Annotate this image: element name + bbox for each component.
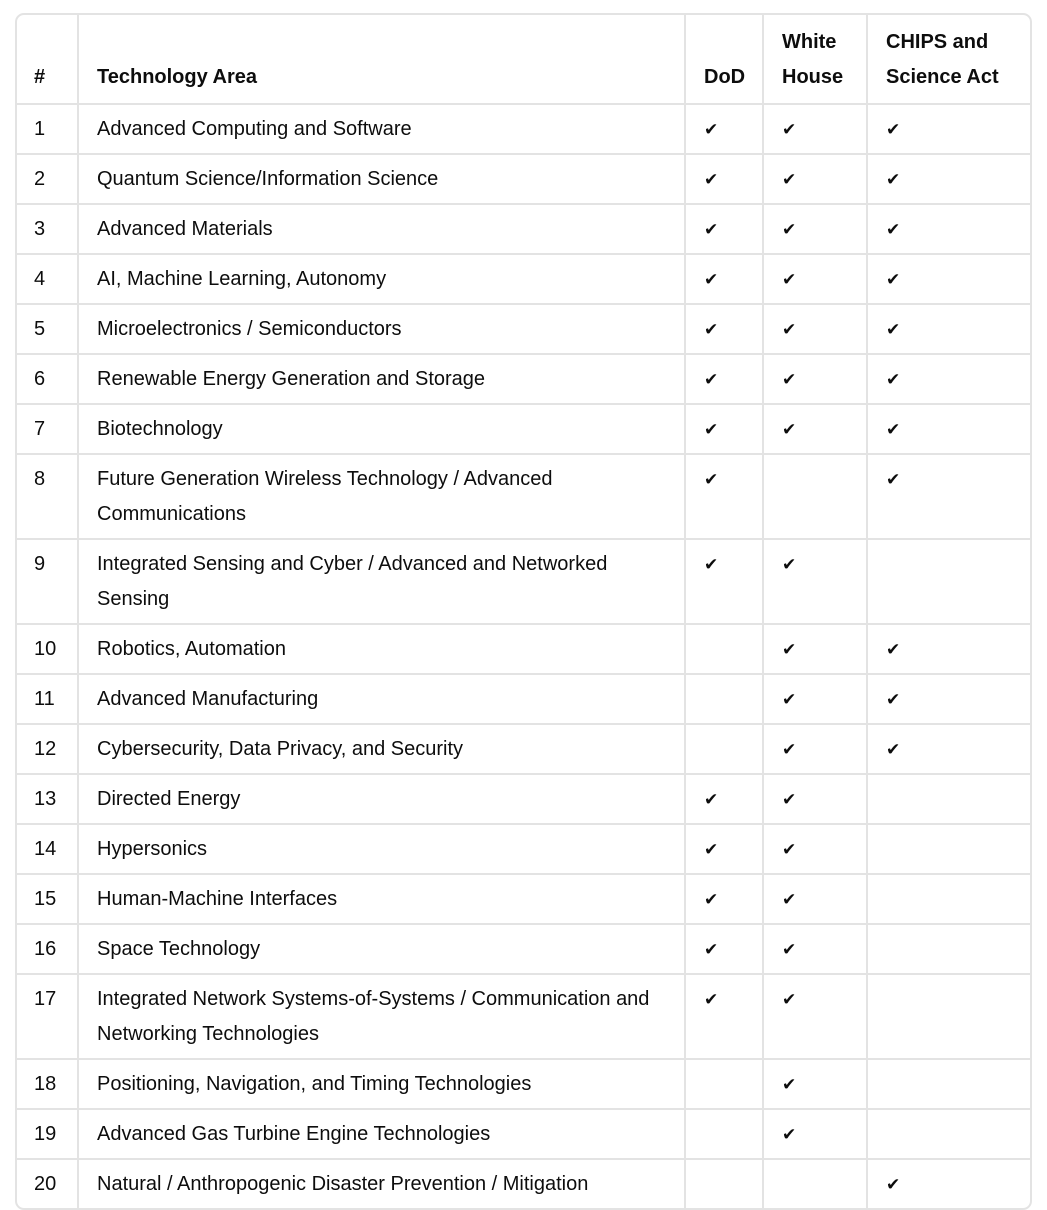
technology-area-cell: Biotechnology [78, 404, 685, 454]
white-house-check-cell: ✔ [763, 1109, 867, 1159]
white-house-check-cell: ✔ [763, 824, 867, 874]
row-number: 10 [17, 624, 78, 674]
table-row [17, 104, 1030, 154]
dod-check-cell: ✔ [685, 454, 763, 539]
chips-act-check-cell [867, 924, 1030, 974]
chips-act-check-cell: ✔ [867, 204, 1030, 254]
dod-check-cell [685, 1059, 763, 1109]
table-row [17, 624, 1030, 674]
dod-check-cell [685, 1109, 763, 1159]
table-row [17, 454, 1030, 539]
technology-area-cell: AI, Machine Learning, Autonomy [78, 254, 685, 304]
technology-area-cell: Future Generation Wireless Technology / Advanced Communications [78, 454, 685, 539]
table-row [17, 539, 1030, 624]
table-row [17, 774, 1030, 824]
white-house-check-cell [763, 1159, 867, 1208]
dod-check-cell: ✔ [685, 204, 763, 254]
table-row [17, 724, 1030, 774]
row-number: 3 [17, 204, 78, 254]
chips-act-check-cell: ✔ [867, 354, 1030, 404]
chips-act-check-cell [867, 1109, 1030, 1159]
dod-check-cell: ✔ [685, 154, 763, 204]
white-house-check-cell: ✔ [763, 254, 867, 304]
table-header [17, 15, 1030, 104]
chips-act-check-cell: ✔ [867, 724, 1030, 774]
table-row [17, 1159, 1030, 1208]
chips-act-check-cell [867, 1059, 1030, 1109]
dod-check-cell: ✔ [685, 404, 763, 454]
dod-check-cell [685, 674, 763, 724]
dod-check-cell: ✔ [685, 824, 763, 874]
table-row [17, 304, 1030, 354]
technology-area-cell: Advanced Materials [78, 204, 685, 254]
white-house-check-cell [763, 454, 867, 539]
table-row [17, 154, 1030, 204]
chips-act-check-cell [867, 874, 1030, 924]
technology-area-cell: Natural / Anthropogenic Disaster Prevention / Mitigation [78, 1159, 685, 1208]
header-dod: DoD [685, 15, 763, 104]
white-house-check-cell: ✔ [763, 404, 867, 454]
row-number: 20 [17, 1159, 78, 1208]
row-number: 13 [17, 774, 78, 824]
white-house-check-cell: ✔ [763, 774, 867, 824]
chips-act-check-cell: ✔ [867, 624, 1030, 674]
technology-area-cell: Advanced Computing and Software [78, 104, 685, 154]
row-number: 14 [17, 824, 78, 874]
table-row [17, 354, 1030, 404]
chips-act-check-cell: ✔ [867, 154, 1030, 204]
technology-area-cell: Robotics, Automation [78, 624, 685, 674]
dod-check-cell: ✔ [685, 104, 763, 154]
chips-act-check-cell [867, 774, 1030, 824]
white-house-check-cell: ✔ [763, 104, 867, 154]
row-number: 16 [17, 924, 78, 974]
table-body [17, 104, 1030, 1208]
technology-area-cell: Advanced Manufacturing [78, 674, 685, 724]
white-house-check-cell: ✔ [763, 204, 867, 254]
dod-check-cell [685, 624, 763, 674]
white-house-check-cell: ✔ [763, 154, 867, 204]
row-number: 2 [17, 154, 78, 204]
technology-comparison-table [17, 15, 1030, 1208]
row-number: 18 [17, 1059, 78, 1109]
dod-check-cell: ✔ [685, 539, 763, 624]
chips-act-check-cell [867, 824, 1030, 874]
white-house-check-cell: ✔ [763, 924, 867, 974]
white-house-check-cell: ✔ [763, 624, 867, 674]
table-row [17, 404, 1030, 454]
table-row [17, 1109, 1030, 1159]
chips-act-check-cell: ✔ [867, 104, 1030, 154]
row-number: 5 [17, 304, 78, 354]
dod-check-cell: ✔ [685, 874, 763, 924]
table-row [17, 824, 1030, 874]
row-number: 8 [17, 454, 78, 539]
dod-check-cell: ✔ [685, 974, 763, 1059]
dod-check-cell: ✔ [685, 354, 763, 404]
technology-area-cell: Integrated Network Systems-of-Systems / Communication and Networking Technologies [78, 974, 685, 1059]
chips-act-check-cell: ✔ [867, 404, 1030, 454]
row-number: 7 [17, 404, 78, 454]
chips-act-check-cell [867, 539, 1030, 624]
technology-area-cell: Renewable Energy Generation and Storage [78, 354, 685, 404]
white-house-check-cell: ✔ [763, 674, 867, 724]
dod-check-cell: ✔ [685, 924, 763, 974]
technology-area-cell: Integrated Sensing and Cyber / Advanced and Networked Sensing [78, 539, 685, 624]
technology-area-cell: Human-Machine Interfaces [78, 874, 685, 924]
technology-area-cell: Directed Energy [78, 774, 685, 824]
white-house-check-cell: ✔ [763, 874, 867, 924]
technology-area-cell: Positioning, Navigation, and Timing Technologies [78, 1059, 685, 1109]
row-number: 12 [17, 724, 78, 774]
dod-check-cell [685, 724, 763, 774]
row-number: 9 [17, 539, 78, 624]
chips-act-check-cell: ✔ [867, 674, 1030, 724]
chips-act-check-cell: ✔ [867, 304, 1030, 354]
table-row [17, 924, 1030, 974]
table-row [17, 674, 1030, 724]
row-number: 19 [17, 1109, 78, 1159]
table-row [17, 204, 1030, 254]
chips-act-check-cell [867, 974, 1030, 1059]
row-number: 1 [17, 104, 78, 154]
white-house-check-cell: ✔ [763, 354, 867, 404]
row-number: 11 [17, 674, 78, 724]
table-row [17, 1059, 1030, 1109]
dod-check-cell: ✔ [685, 254, 763, 304]
white-house-check-cell: ✔ [763, 304, 867, 354]
technology-area-cell: Space Technology [78, 924, 685, 974]
technology-area-cell: Quantum Science/Information Science [78, 154, 685, 204]
header-number: # [17, 15, 78, 104]
header-row [17, 15, 1030, 104]
technology-comparison-table-container [15, 13, 1032, 1210]
table-row [17, 974, 1030, 1059]
white-house-check-cell: ✔ [763, 539, 867, 624]
header-chips-act: CHIPS and Science Act [867, 15, 1030, 104]
table-row [17, 254, 1030, 304]
dod-check-cell [685, 1159, 763, 1208]
chips-act-check-cell: ✔ [867, 254, 1030, 304]
dod-check-cell: ✔ [685, 304, 763, 354]
white-house-check-cell: ✔ [763, 974, 867, 1059]
white-house-check-cell: ✔ [763, 724, 867, 774]
technology-area-cell: Advanced Gas Turbine Engine Technologies [78, 1109, 685, 1159]
white-house-check-cell: ✔ [763, 1059, 867, 1109]
chips-act-check-cell: ✔ [886, 1175, 901, 1194]
technology-area-cell: Cybersecurity, Data Privacy, and Security [78, 724, 685, 774]
technology-area-cell: Hypersonics [78, 824, 685, 874]
header-white-house: White House [763, 15, 867, 104]
dod-check-cell: ✔ [685, 774, 763, 824]
row-number: 15 [17, 874, 78, 924]
table-row [17, 874, 1030, 924]
chips-act-check-cell: ✔ [867, 454, 1030, 539]
header-technology-area: Technology Area [78, 15, 685, 104]
row-number: 6 [17, 354, 78, 404]
row-number: 17 [17, 974, 78, 1059]
technology-area-cell: Microelectronics / Semiconductors [78, 304, 685, 354]
row-number: 4 [17, 254, 78, 304]
